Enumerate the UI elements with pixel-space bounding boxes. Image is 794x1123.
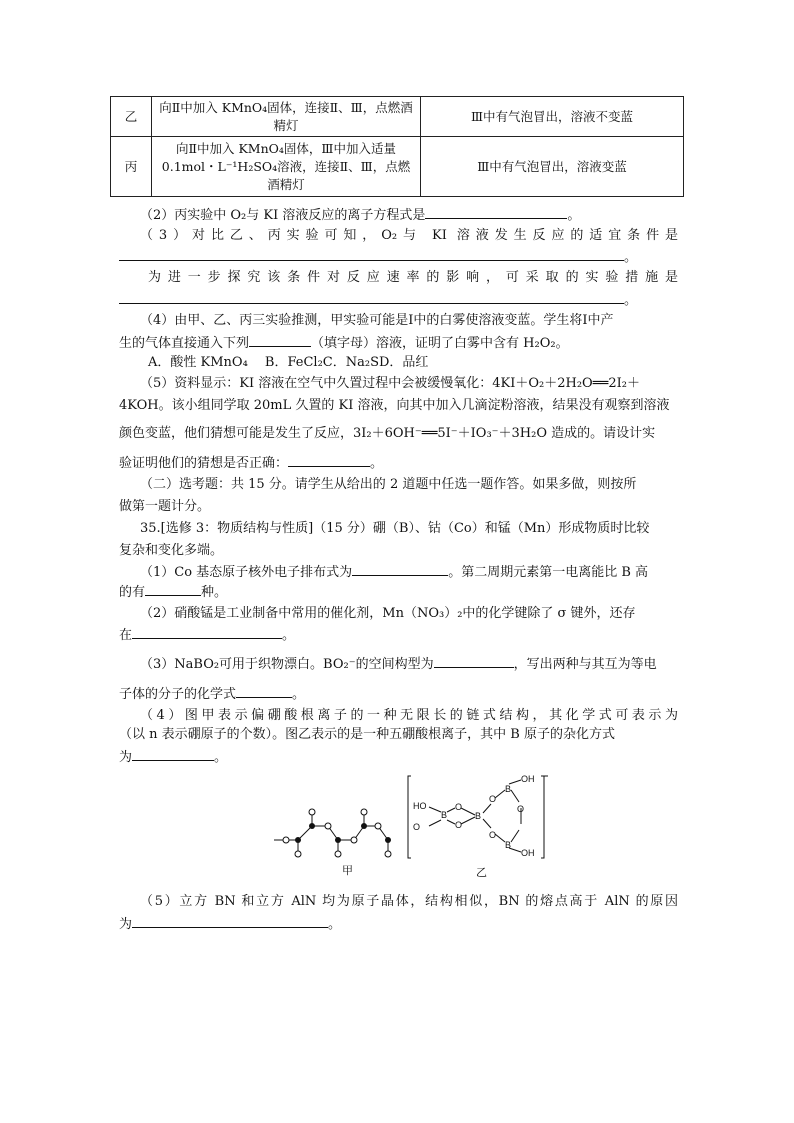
subquestion-1b: 的有 种。 (119, 581, 679, 603)
table-row (111, 137, 684, 197)
subquestion-1a: （1）Co 基态原子核外电子排布式为 。第二周期元素第一电离能比 B 高 (140, 561, 700, 583)
answer-blank[interactable] (145, 581, 201, 596)
b-label: B (505, 840, 512, 850)
question-35-title-cont: 复杂和变化多端。 (119, 543, 224, 558)
subquestion-3b: 子体的分子的化学式 。 (119, 683, 679, 705)
answer-blank[interactable] (119, 246, 624, 261)
question-4a: （4）由甲、乙、丙三实验推测，甲实验可能是Ⅰ中的白雾使溶液变蓝。学生将Ⅰ中产 (140, 313, 614, 328)
subquestion-5b: 为 。 (119, 913, 679, 935)
table-row (111, 97, 684, 137)
section-2-intro: （二）选考题：共 15 分。请学生从给出的 2 道题中任选一题作答。如果多做，则按所 (140, 477, 637, 492)
row-phenomenon: Ⅲ中有气泡冒出，溶液变蓝 (421, 137, 684, 197)
figure-b-caption: 乙 (476, 866, 487, 879)
question-5c: 颜色变蓝，他们猜想可能是发生了反应，3I₂＋6OH⁻══5I⁻＋IO₃⁻＋3H₂O 造成的。请设计实 (119, 426, 656, 441)
answer-blank[interactable] (434, 653, 514, 668)
answer-blank[interactable] (352, 561, 448, 576)
subquestion-3a: （3）NaBO₂可用于织物漂白。BO₂⁻的空间构型为 ，写出两种与其互为等电 (140, 653, 700, 675)
question-4b: 生的气体直接通入下列 （填字母）溶液，证明了白雾中含有 H₂O₂。 (119, 332, 679, 354)
row-label: 丙 (111, 137, 152, 197)
o-label: O (489, 830, 497, 840)
question-3a: （3）对比乙、丙实验可知，O₂与 KI 溶液发生反应的适宜条件是 (140, 228, 678, 243)
o-label: O (413, 822, 421, 832)
oh-label: OH (521, 848, 535, 858)
answer-blank[interactable] (132, 746, 214, 761)
row-phenomenon: Ⅲ中有气泡冒出，溶液不变蓝 (421, 97, 684, 137)
b-label: B (505, 784, 512, 794)
figure-a-caption: 甲 (342, 864, 353, 877)
answer-blank[interactable] (132, 913, 328, 928)
answer-blank[interactable] (236, 683, 292, 698)
question-3b-blank: 。 (119, 289, 679, 311)
pentaborate-ion-figure (405, 772, 555, 862)
question-5a: （5）资料显示：KI 溶液在空气中久置过程中会被缓慢氧化：4KI＋O₂＋2H₂O══2I₂＋ (140, 376, 640, 391)
subquestion-4c: 为 。 (119, 746, 679, 768)
subquestion-4b: （以 n 表示硼原子的个数）。图乙表示的是一种五硼酸根离子，其中 B 原子的杂化方式 (119, 727, 615, 742)
o-label: O (517, 804, 525, 814)
oh-label: OH (521, 774, 535, 784)
subquestion-2a: （2）硝酸锰是工业制备中常用的催化剂，Mn（NO₃）₂中的化学键除了 σ 键外，还存 (140, 606, 636, 621)
question-3a-blank: 。 (119, 246, 679, 268)
answer-blank[interactable] (119, 289, 624, 304)
row-operation: 向Ⅱ中加入 KMnO₄固体，Ⅲ中加入适量0.1mol・L⁻¹H₂SO₄溶液，连接Ⅱ、Ⅲ，点燃酒精灯 (152, 137, 421, 197)
metaborate-chain-figure (272, 800, 402, 860)
question-5d: 验证明他们的猜想是否正确： 。 (119, 452, 679, 474)
subquestion-4a: （4）图甲表示偏硼酸根离子的一种无限长的链式结构，其化学式可表示为 (140, 708, 678, 723)
question-35-title: 35.[选修 3：物质结构与性质]（15 分）硼（B）、钴（Co）和锰（Mn）形成物质时比较 (140, 521, 650, 536)
row-operation: 向Ⅱ中加入 KMnO₄固体，连接Ⅱ、Ⅲ，点燃酒精灯 (152, 97, 421, 137)
subquestion-2b: 在 。 (119, 624, 679, 646)
experiment-table (110, 96, 684, 197)
question-3b: 为进一步探究该条件对反应速率的影响，可采取的实验措施是 (148, 270, 678, 285)
question-2: （2）丙实验中 O₂与 KI 溶液反应的离子方程式是 。 (140, 204, 700, 226)
subquestion-5a: （5）立方 BN 和立方 AlN 均为原子晶体，结构相似，BN 的熔点高于 AlN 的原因 (140, 894, 678, 909)
question-5b: 4KOH。该小组同学取 20mL 久置的 KI 溶液，向其中加入几滴淀粉溶液，结果没有观察到溶液 (119, 398, 670, 413)
o-label: O (455, 802, 463, 812)
section-2-intro-cont: 做第一题计分。 (119, 499, 211, 514)
answer-blank[interactable] (288, 452, 370, 467)
b-label: B (441, 810, 448, 820)
o-label: O (489, 794, 497, 804)
answer-blank[interactable] (425, 204, 567, 219)
b-label: B (475, 811, 482, 821)
row-label: 乙 (111, 97, 152, 137)
o-label: O (455, 820, 463, 830)
answer-blank[interactable] (132, 624, 282, 639)
answer-blank[interactable] (249, 332, 311, 347)
oh-label: HO (413, 801, 427, 811)
question-4-options: A．酸性 KMnO₄ B．FeCl₂C．Na₂SD．品红 (148, 355, 429, 370)
